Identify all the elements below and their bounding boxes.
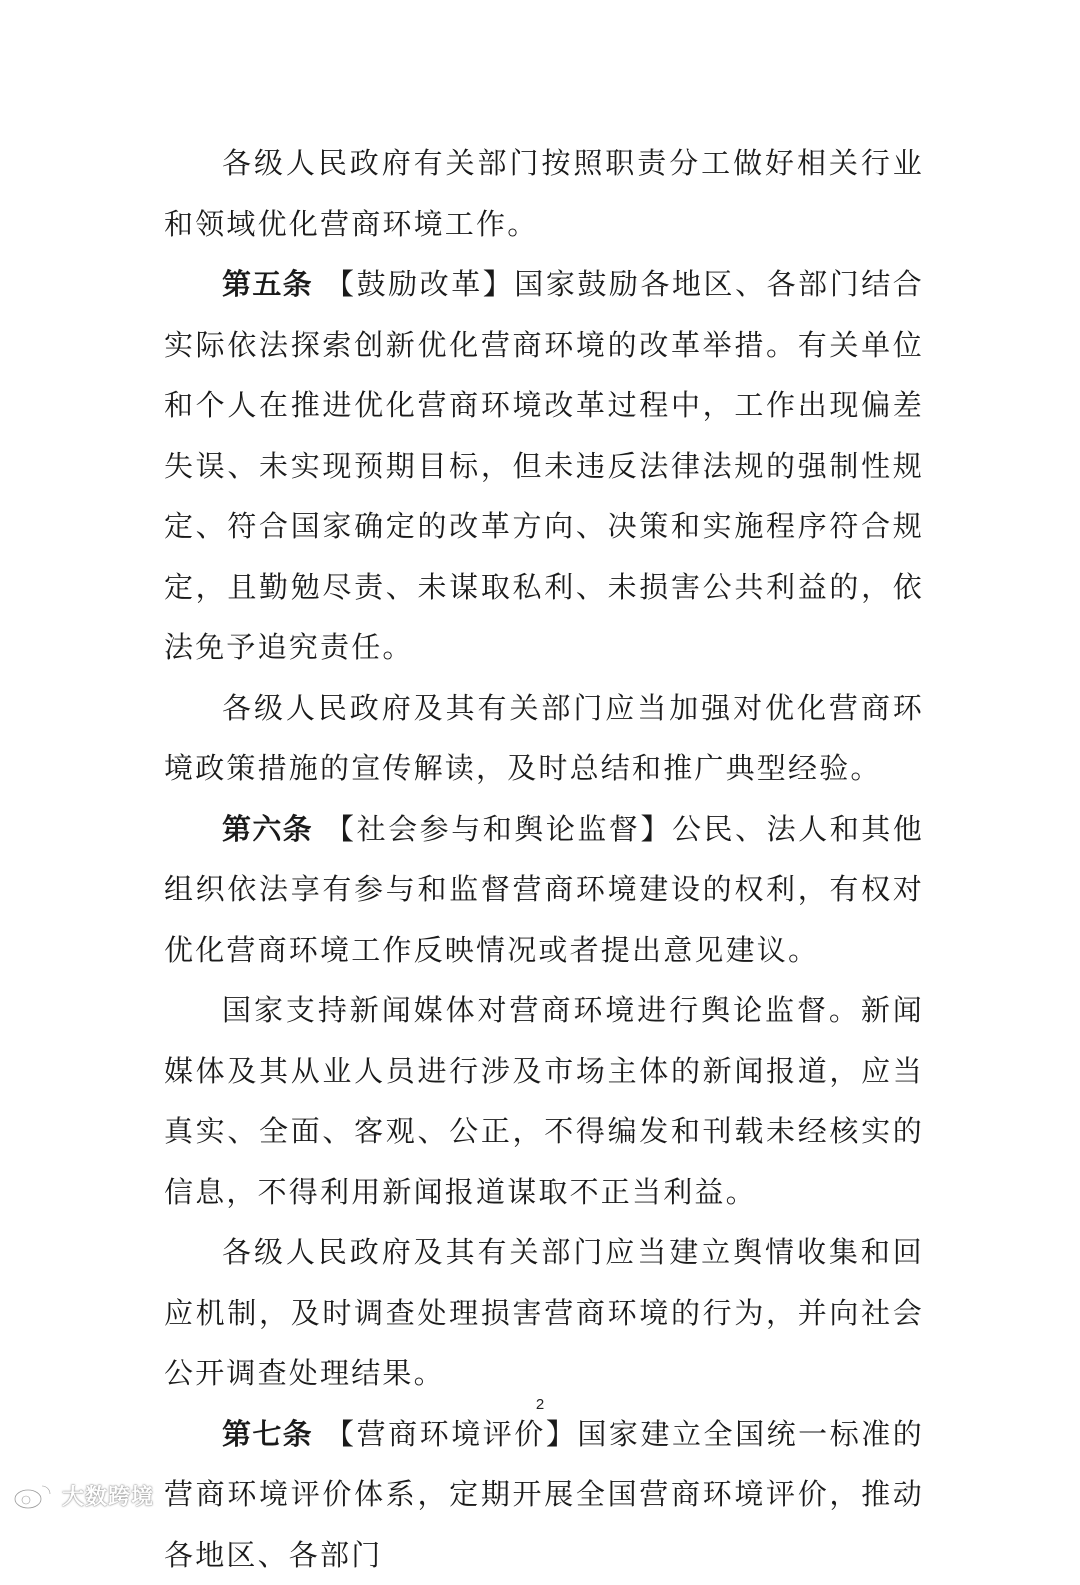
paragraph-4 [164,799,924,981]
watermark-text: 大数跨境 [62,1480,154,1511]
article-5-number: 第五条 [222,267,313,301]
article-6-heading: 【社会参与和舆论监督】 [325,812,672,846]
page-number: 2 [0,1396,1080,1413]
paragraph-1 [164,133,924,254]
document-body [164,133,924,1585]
article-7-heading: 【营商环境评价】 [325,1417,577,1451]
paragraph-1-text: 各级人民政府有关部门按照职责分工做好相关行业和领域优化营商环境工作。 [164,146,924,241]
article-5-heading: 【鼓励改革】 [325,267,514,301]
article-7-text: 国家建立全国统一标准的营商环境评价体系，定期开展全国营商环境评价，推动各地区、各部门 [164,1417,924,1572]
paragraph-6 [164,1222,924,1404]
paragraph-6-text: 各级人民政府及其有关部门应当建立舆情收集和回应机制，及时调查处理损害营商环境的行为，并向社会公开调查处理结果。 [164,1235,924,1390]
weibo-logo-icon [12,1481,56,1511]
paragraph-5-text: 国家支持新闻媒体对营商环境进行舆论监督。新闻媒体及其从业人员进行涉及市场主体的新闻报道，应当真实、全面、客观、公正，不得编发和刊载未经核实的信息，不得利用新闻报道谋取不正当利益。 [164,993,924,1209]
article-6-number: 第六条 [222,812,313,846]
article-5-text: 国家鼓励各地区、各部门结合实际依法探索创新优化营商环境的改革举措。有关单位和个人在推进优化营商环境改革过程中，工作出现偏差失误、未实现预期目标，但未违反法律法规的强制性规定、符合国家确定的改革方向、决策和实施程序符合规定，且勤勉尽责、未谋取私利、未损害公共利益的，依法免予追究责任。 [164,267,924,664]
article-7-number: 第七条 [222,1417,313,1451]
paragraph-7 [164,1404,924,1585]
watermark [12,1480,154,1511]
paragraph-2 [164,254,924,678]
article-6-text: 公民、法人和其他组织依法享有参与和监督营商环境建设的权利，有权对优化营商环境工作反映情况或者提出意见建议。 [164,812,924,967]
paragraph-3-text: 各级人民政府及其有关部门应当加强对优化营商环境政策措施的宣传解读，及时总结和推广典型经验。 [164,691,924,786]
paragraph-3 [164,678,924,799]
paragraph-5 [164,980,924,1222]
